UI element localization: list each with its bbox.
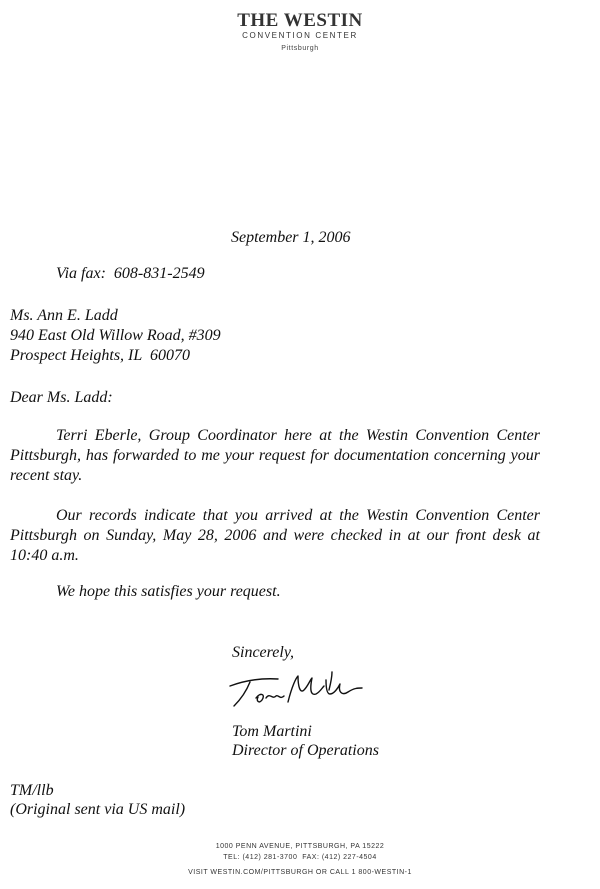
paragraph-3: We hope this satisfies your request.: [56, 583, 281, 600]
letterhead-city: Pittsburgh: [281, 45, 319, 52]
signature-image: [226, 668, 366, 714]
letter-date: September 1, 2006: [231, 229, 351, 246]
paragraph-2: Our records indicate that you arrived at the Westin Convention Center Pittsburgh on Sunday, May 28, 2006 and were checked in at our front desk at 10:40 a.m.: [10, 507, 540, 564]
recipient-street: 940 East Old Willow Road, #309: [10, 327, 221, 344]
letterhead-subtitle: CONVENTION CENTER: [242, 31, 358, 40]
closing: Sincerely,: [232, 644, 295, 661]
footer-address: 1000 PENN AVENUE, PITTSBURGH, PA 15222: [215, 843, 385, 850]
footer-phone: TEL: (412) 281-3700 FAX: (412) 227-4504: [223, 854, 377, 861]
signer-title: Director of Operations: [232, 742, 379, 759]
recipient-name: Ms. Ann E. Ladd: [10, 307, 118, 324]
initials: TM/llb: [10, 782, 54, 799]
signer-name: Tom Martini: [232, 723, 312, 740]
letterhead-title: THE WESTIN: [237, 10, 363, 31]
via-fax: Via fax: 608-831-2549: [56, 265, 205, 282]
footer-web: VISIT WESTIN.COM/PITTSBURGH OR CALL 1 800-WESTIN-1: [188, 869, 412, 876]
recipient-city: Prospect Heights, IL 60070: [10, 347, 190, 364]
salutation: Dear Ms. Ladd:: [10, 389, 113, 406]
mail-note: (Original sent via US mail): [10, 801, 186, 818]
paragraph-1: Terri Eberle, Group Coordinator here at the Westin Convention Center Pittsburgh, has forwarded to me your request for documentation concerning your recent stay.: [10, 427, 540, 484]
